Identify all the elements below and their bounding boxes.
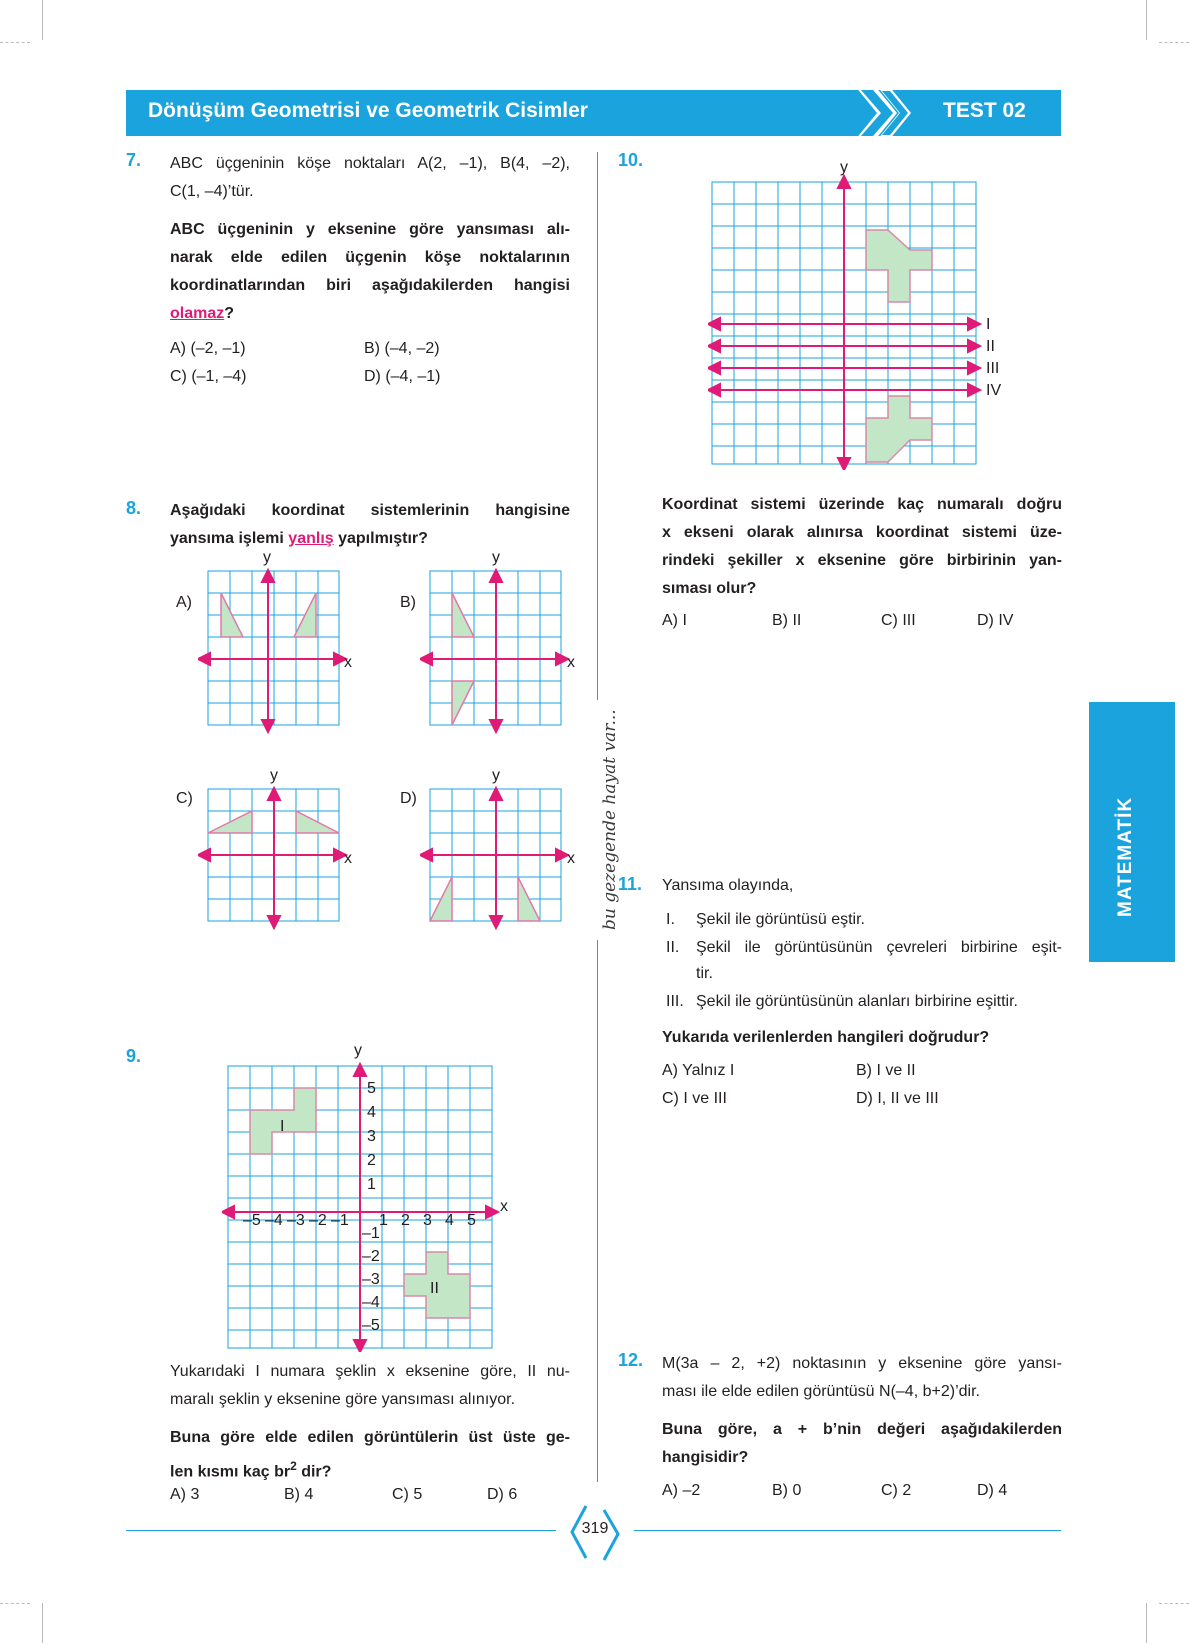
y-tick: 3 bbox=[367, 1128, 376, 1145]
q9-text-line: maralı şeklin y eksenine göre yansıması alınıyor. bbox=[170, 1391, 516, 1408]
question-number: 12. bbox=[618, 1350, 644, 1370]
coordinate-grid-a bbox=[198, 568, 350, 736]
q7-text-line: ABC üçgeninin köşe noktaları A(2, –1), B(4, –2), bbox=[170, 155, 570, 172]
option-label-a[interactable]: A) bbox=[176, 594, 192, 611]
line-label: I bbox=[986, 316, 991, 333]
shape-label: II bbox=[430, 1280, 439, 1297]
question-number: 9. bbox=[126, 1046, 142, 1066]
q7-question-line: ABC üçgeninin y eksenine göre yansıması alı- bbox=[170, 221, 570, 238]
option-label-b[interactable]: B) bbox=[400, 594, 416, 611]
axis-label-y: y bbox=[492, 549, 500, 566]
question-number: 11. bbox=[618, 874, 643, 894]
q12-text-line: ması ile elde edilen görüntüsü N(–4, b+2)’dir. bbox=[662, 1383, 980, 1400]
answer-option[interactable]: B) I ve II bbox=[856, 1062, 916, 1079]
q11-intro: Yansıma olayında, bbox=[662, 877, 794, 894]
crop-mark bbox=[1159, 42, 1189, 43]
x-tick: –5 bbox=[243, 1212, 261, 1229]
answer-option[interactable]: D) (–4, –1) bbox=[364, 368, 441, 385]
q11-item-text: Şekil ile görüntüsünün alanları birbirine eşittir. bbox=[696, 993, 1018, 1010]
chevron-arrows-icon bbox=[855, 86, 935, 140]
answer-option[interactable]: D) 4 bbox=[977, 1482, 1008, 1499]
question-number: 10. bbox=[618, 150, 644, 170]
q10-question-line: rindeki şekiller x eksenine göre birbirinin yan- bbox=[662, 552, 1062, 569]
q7-question-line: narak elde edilen üçgenin köşe noktalarının bbox=[170, 249, 570, 266]
subject-label: MATEMATİK bbox=[1115, 796, 1136, 917]
x-tick: 3 bbox=[423, 1212, 432, 1229]
answer-option[interactable]: D) 6 bbox=[487, 1486, 518, 1503]
y-tick: –5 bbox=[362, 1317, 380, 1334]
answer-option[interactable]: D) I, II ve III bbox=[856, 1090, 939, 1107]
axis-label-x: x bbox=[567, 850, 575, 867]
question-number: 7. bbox=[126, 150, 142, 170]
crop-mark bbox=[1146, 0, 1147, 40]
q11-item-text: Şekil ile görüntüsü eştir. bbox=[696, 911, 865, 928]
crop-mark bbox=[42, 1603, 43, 1643]
y-tick: 5 bbox=[367, 1080, 376, 1097]
line-label: II bbox=[986, 338, 995, 355]
q10-question-line: Koordinat sistemi üzerinde kaç numaralı doğru bbox=[662, 496, 1062, 513]
y-tick: 1 bbox=[367, 1176, 376, 1193]
q11-item-text: Şekil ile görüntüsünün çevreleri birbirine eşit- bbox=[696, 939, 1062, 956]
slogan: bu gezegende hayat var... bbox=[600, 709, 620, 930]
y-tick: 2 bbox=[367, 1152, 376, 1169]
answer-option[interactable]: A) –2 bbox=[662, 1482, 701, 1499]
axis-label-y: y bbox=[354, 1042, 362, 1059]
q8-question-line: yansıma işlemi yanlış yapılmıştır? bbox=[170, 530, 428, 547]
x-tick: 1 bbox=[379, 1212, 388, 1229]
header-title: Dönüşüm Geometrisi ve Geometrik Cisimler bbox=[148, 99, 588, 122]
answer-option[interactable]: C) III bbox=[881, 612, 916, 629]
y-tick: –3 bbox=[362, 1271, 380, 1288]
subject-tab bbox=[1089, 702, 1175, 962]
coordinate-grid-c bbox=[198, 786, 350, 932]
line-label: III bbox=[986, 360, 1000, 377]
crop-mark bbox=[42, 0, 43, 40]
q7-text-line: C(1, –4)’tür. bbox=[170, 183, 254, 200]
q8-question-line: Aşağıdaki koordinat sistemlerinin hangisine bbox=[170, 502, 570, 519]
crop-mark bbox=[1159, 1603, 1189, 1604]
q9-text-line: Yukarıdaki I numara şeklin x eksenine göre, II nu- bbox=[170, 1363, 570, 1380]
x-tick: 2 bbox=[401, 1212, 410, 1229]
x-tick: –1 bbox=[331, 1212, 349, 1229]
axis-label-x: x bbox=[567, 654, 575, 671]
answer-option[interactable]: C) 2 bbox=[881, 1482, 912, 1499]
emphasis-word: yanlış bbox=[288, 530, 334, 547]
x-tick: 4 bbox=[445, 1212, 454, 1229]
line-label: IV bbox=[986, 382, 1002, 399]
q10-coordinate-grid bbox=[708, 174, 982, 470]
y-tick: –1 bbox=[362, 1225, 380, 1242]
q10-question-line: sıması olur? bbox=[662, 580, 757, 597]
axis-label-y: y bbox=[492, 767, 500, 784]
q12-text-line: M(3a – 2, +2) noktasının y eksenine göre yansı- bbox=[662, 1355, 1062, 1372]
axis-label-y: y bbox=[840, 159, 848, 176]
footer-line bbox=[126, 1530, 556, 1531]
axis-label-x: x bbox=[344, 654, 352, 671]
q11-item-text: tir. bbox=[696, 965, 713, 982]
y-tick: –4 bbox=[362, 1294, 380, 1311]
x-tick: 5 bbox=[467, 1212, 476, 1229]
axis-label-x: x bbox=[500, 1198, 508, 1215]
crop-mark bbox=[1146, 1603, 1147, 1643]
answer-option[interactable]: C) I ve III bbox=[662, 1090, 727, 1107]
option-label-d[interactable]: D) bbox=[400, 790, 417, 807]
answer-option[interactable]: C) 5 bbox=[392, 1486, 423, 1503]
q11-item-number: I. bbox=[666, 911, 675, 928]
q7-question-line: koordinatlarından biri aşağıdakilerden hangisi bbox=[170, 277, 570, 294]
coordinate-grid-b bbox=[420, 568, 572, 736]
q11-item-number: III. bbox=[666, 993, 684, 1010]
answer-option[interactable]: A) I bbox=[662, 612, 687, 629]
question-number: 8. bbox=[126, 498, 142, 518]
q12-question-line: hangisidir? bbox=[662, 1449, 749, 1466]
answer-option[interactable]: C) (–1, –4) bbox=[170, 368, 247, 385]
axis-label-y: y bbox=[263, 549, 271, 566]
shape-label: I bbox=[280, 1118, 285, 1135]
answer-option[interactable]: D) IV bbox=[977, 612, 1014, 629]
q7-question-end: olamaz? bbox=[170, 305, 235, 322]
x-tick: –2 bbox=[309, 1212, 327, 1229]
footer-line bbox=[634, 1530, 1061, 1531]
q11-question: Yukarıda verilenlerden hangileri doğrudur? bbox=[662, 1029, 990, 1046]
coordinate-grid-d bbox=[420, 786, 572, 932]
crop-mark bbox=[0, 1603, 30, 1604]
test-label: TEST 02 bbox=[943, 99, 1026, 122]
q12-question-line: Buna göre, a + b’nin değeri aşağıdakilerden bbox=[662, 1421, 1062, 1438]
emphasis-word: olamaz bbox=[170, 305, 225, 322]
answer-option[interactable]: B) II bbox=[772, 612, 802, 629]
y-tick: 4 bbox=[367, 1104, 376, 1121]
q11-item-number: II. bbox=[666, 939, 680, 956]
page-number: 319 bbox=[581, 1520, 609, 1537]
x-tick: –4 bbox=[265, 1212, 283, 1229]
x-tick: –3 bbox=[287, 1212, 305, 1229]
answer-option[interactable]: A) (–2, –1) bbox=[170, 340, 246, 357]
answer-option[interactable]: A) 3 bbox=[170, 1486, 200, 1503]
y-tick: –2 bbox=[362, 1248, 380, 1265]
option-label-c[interactable]: C) bbox=[176, 790, 193, 807]
q10-question-line: x ekseni olarak alınırsa koordinat sistemi üze- bbox=[662, 524, 1062, 541]
q9-question-line: Buna göre elde edilen görüntülerin üst üste ge- bbox=[170, 1429, 570, 1446]
axis-label-y: y bbox=[270, 767, 278, 784]
q9-question-line: len kısmı kaç $br^2$ dir? bbox=[170, 1459, 332, 1481]
answer-option[interactable]: A) Yalnız I bbox=[662, 1062, 735, 1079]
answer-option[interactable]: B) (–4, –2) bbox=[364, 340, 440, 357]
answer-option[interactable]: B) 4 bbox=[284, 1486, 314, 1503]
answer-option[interactable]: B) 0 bbox=[772, 1482, 802, 1499]
crop-mark bbox=[0, 42, 30, 43]
axis-label-x: x bbox=[344, 850, 352, 867]
